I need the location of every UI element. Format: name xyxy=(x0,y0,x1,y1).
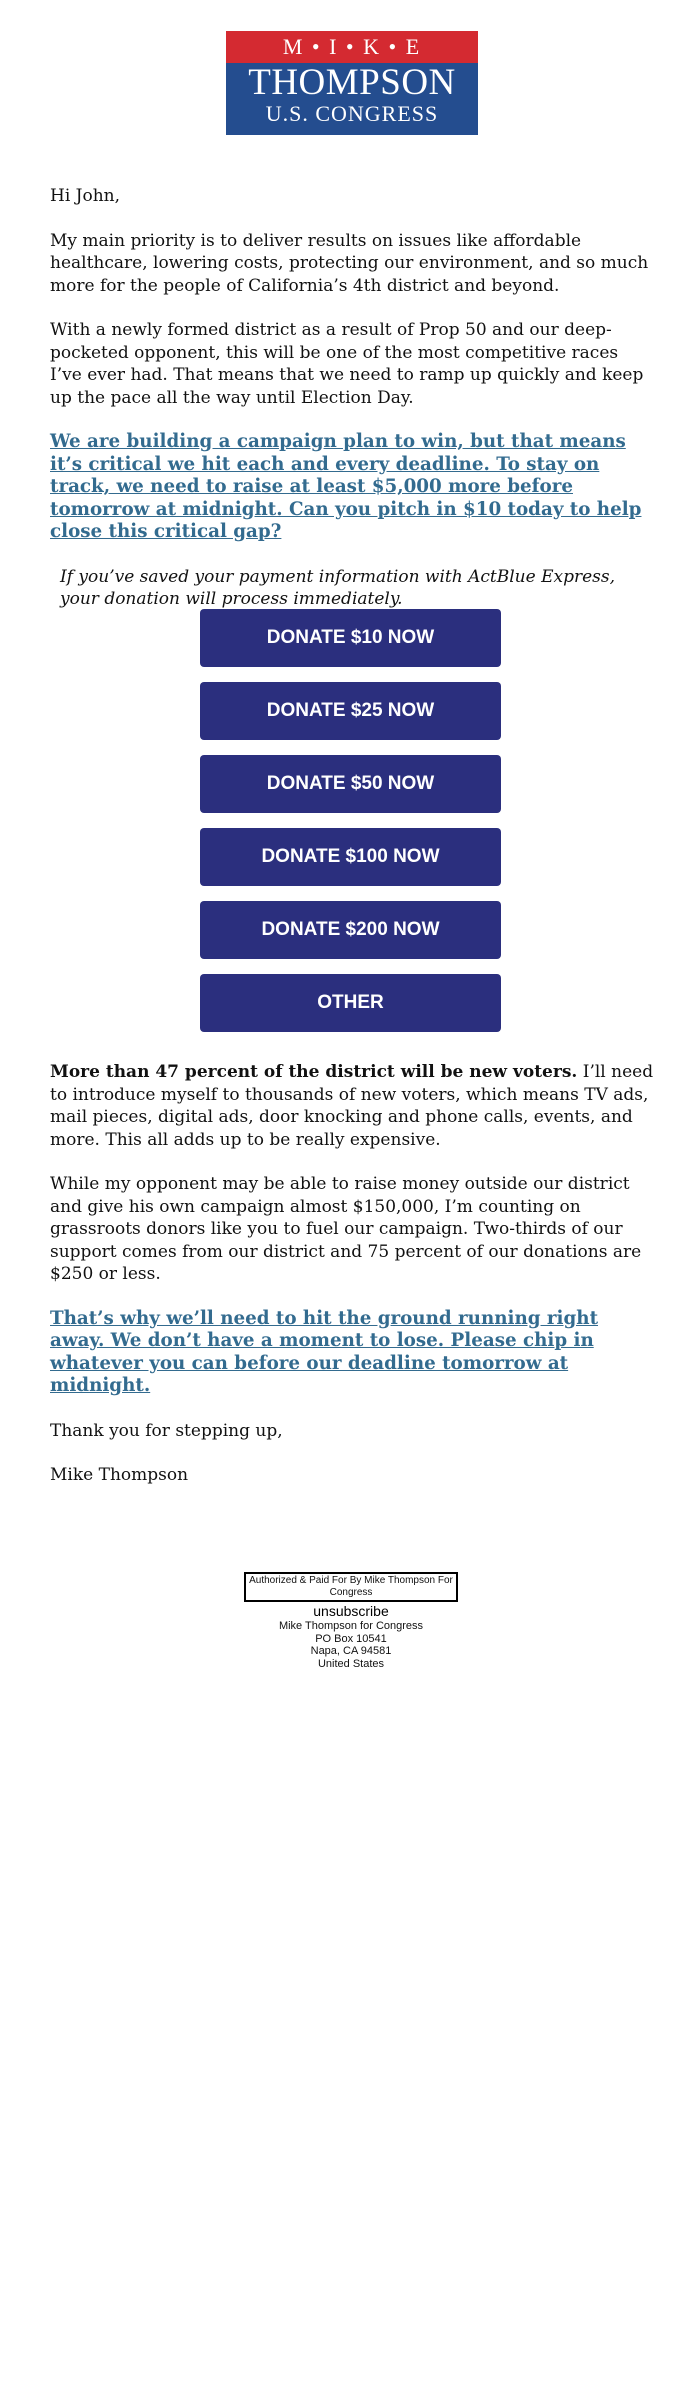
donate-50-button[interactable]: DONATE $50 NOW xyxy=(200,755,501,813)
new-voters-rest: I’ll need to introduce myself to thousands of new voters, which means TV ads, mail pieces, digital ads, door knocking and phone calls, events, and more. This all adds up to be really expensive. xyxy=(50,1062,654,1150)
paragraph-district: With a newly formed district as a result of Prop 50 and our deep-pocketed opponent, this will be one of the most competitive races I’ve ever had. That means that we need to ramp up quickly and keep up the pace all the way until Election Day. xyxy=(50,320,644,408)
donate-25-button[interactable]: DONATE $25 NOW xyxy=(200,682,501,740)
letter-body-top xyxy=(50,185,654,611)
donate-other-button[interactable]: OTHER xyxy=(200,974,501,1032)
donate-10-button[interactable]: DONATE $10 NOW xyxy=(200,609,501,667)
logo-office: U.S. CONGRESS xyxy=(265,101,439,126)
donate-200-button[interactable]: DONATE $200 NOW xyxy=(200,901,501,959)
footer-country: United States xyxy=(317,1657,385,1670)
donate-100-button[interactable]: DONATE $100 NOW xyxy=(200,828,501,886)
footer-po-box: PO Box 10541 xyxy=(315,1632,387,1645)
footer xyxy=(244,1572,458,1670)
footer-org: Mike Thompson for Congress xyxy=(278,1620,424,1632)
footer-city: Napa, CA 94581 xyxy=(310,1645,392,1657)
letter-body-bottom xyxy=(50,1061,654,1509)
closing: Thank you for stepping up, xyxy=(50,1420,283,1441)
donate-link-chip-in[interactable]: That’s why we’ll need to hit the ground running right away. We don’t have a moment to lose. Please chip in whatever you can before our deadline tomorrow at midnight. xyxy=(50,1307,599,1396)
signature: Mike Thompson xyxy=(50,1465,189,1485)
new-voters-bold: More than 47 percent of the district will be new voters. xyxy=(50,1062,578,1082)
greeting: Hi John, xyxy=(50,186,121,206)
donate-buttons xyxy=(200,609,501,1047)
paragraph-opponent: While my opponent may be able to raise money outside our district and give his own campaign almost $150,000, I’m counting on grassroots donors like you to fuel our campaign. Two-thirds of our support comes from our district and 75 percent of our donations are $250 or less. xyxy=(50,1174,642,1284)
logo-surname: THOMPSON xyxy=(248,62,456,103)
logo-title-band xyxy=(226,63,478,135)
campaign-logo xyxy=(226,31,478,135)
unsubscribe-link[interactable]: unsubscribe xyxy=(313,1603,389,1619)
donate-link-deadline[interactable]: We are building a campaign plan to win, but that means it’s critical we hit each and every deadline. To stay on track, we need to raise at least $5,000 more before tomorrow at midnight. Can you pitch in $10 today to help close this critical gap? xyxy=(50,431,642,542)
actblue-express-note: If you’ve saved your payment information with ActBlue Express, your donation will process immediately. xyxy=(60,566,615,609)
paragraph-new-voters xyxy=(50,1061,654,1151)
paragraph-priority: My main priority is to deliver results on issues like affordable healthcare, lowering costs, protecting our environment, and so much more for the people of California’s 4th district and beyond. xyxy=(50,230,649,296)
logo-name-band: M • I • K • E xyxy=(226,31,478,63)
paid-for-disclaimer: Authorized & Paid For By Mike Thompson For Congress xyxy=(244,1572,458,1602)
